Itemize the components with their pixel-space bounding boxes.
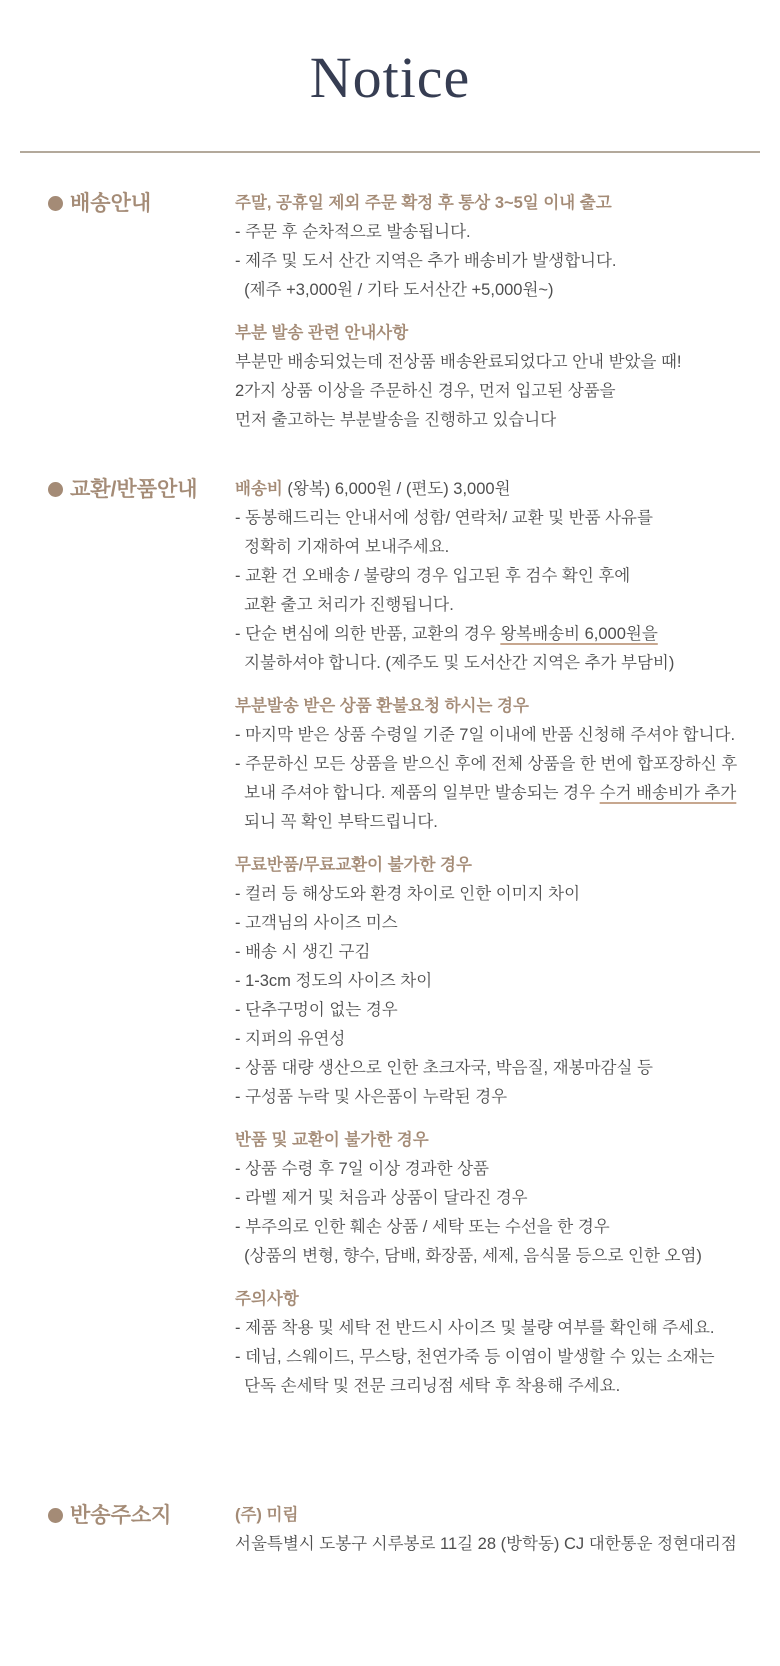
text-segment: - 지퍼의 유연성	[235, 1029, 346, 1048]
notice-line	[235, 779, 770, 808]
notice-line	[235, 909, 770, 938]
notice-line	[235, 1054, 770, 1083]
text-segment: 먼저 출고하는 부분발송을 진행하고 있습니다	[235, 410, 557, 429]
notice-line	[235, 808, 770, 837]
section-return-address	[0, 1501, 780, 1559]
notice-line	[235, 319, 770, 348]
notice-line	[235, 1242, 770, 1271]
text-segment: - 교환 건 오배송 / 불량의 경우 입고된 후 검수 확인 후에	[235, 566, 631, 585]
text-segment: - 데님, 스웨이드, 무스탕, 천연가죽 등 이염이 발생할 수 있는 소재는	[235, 1347, 715, 1366]
accent-heading-text: 주의사항	[235, 1289, 299, 1308]
notice-block	[235, 1285, 770, 1401]
section-label-text: 교환/반품안내	[70, 477, 198, 501]
notice-line	[235, 692, 770, 721]
section-content	[235, 475, 780, 1401]
notice-block	[235, 1126, 770, 1271]
notice-block	[235, 851, 770, 1112]
text-segment: - 배송 시 생긴 구김	[235, 942, 371, 961]
section-label	[48, 189, 235, 218]
text-segment: - 부주의로 인한 훼손 상품 / 세탁 또는 수선을 한 경우	[235, 1217, 610, 1236]
text-segment: - 제품 착용 및 세탁 전 반드시 사이즈 및 불량 여부를 확인해 주세요.	[235, 1318, 715, 1337]
notice-line	[235, 1025, 770, 1054]
notice-line	[235, 504, 770, 533]
section-exchange-return-info	[0, 475, 780, 1401]
text-segment: - 상품 수령 후 7일 이상 경과한 상품	[235, 1159, 489, 1178]
accent-heading-text: 무료반품/무료교환이 불가한 경우	[235, 855, 472, 874]
text-segment: - 단추구멍이 없는 경우	[235, 1000, 398, 1019]
accent-heading-text: 반품 및 교환이 불가한 경우	[235, 1130, 429, 1149]
notice-line	[235, 649, 770, 678]
notice-line	[235, 189, 770, 218]
text-segment: 서울특별시 도봉구 시루봉로 11길 28 (방학동) CJ 대한통운 정현대리점	[235, 1534, 737, 1553]
accent-heading-text: 배송비	[235, 479, 283, 498]
section-label-text: 배송안내	[70, 191, 152, 215]
section-content	[235, 189, 780, 435]
section-content	[235, 1501, 780, 1559]
text-segment: - 주문 후 순차적으로 발송됩니다.	[235, 222, 471, 241]
bullet-icon	[48, 196, 63, 211]
text-segment: (제주 +3,000원 / 기타 도서산간 +5,000원~)	[235, 280, 554, 299]
notice-line	[235, 475, 770, 504]
sections-container	[0, 153, 780, 1559]
notice-line	[235, 247, 770, 276]
text-segment: - 동봉해드리는 안내서에 성함/ 연락처/ 교환 및 반품 사유를	[235, 508, 653, 527]
text-segment: - 상품 대량 생산으로 인한 초크자국, 박음질, 재봉마감실 등	[235, 1058, 653, 1077]
notice-line	[235, 851, 770, 880]
notice-line	[235, 406, 770, 435]
notice-line	[235, 938, 770, 967]
notice-line	[235, 1501, 770, 1530]
text-segment: 교환 출고 처리가 진행됩니다.	[235, 595, 454, 614]
notice-line	[235, 967, 770, 996]
text-segment: 보내 주셔야 합니다. 제품의 일부만 발송되는 경우	[235, 783, 600, 802]
accent-heading-text: 부분 발송 관련 안내사항	[235, 323, 409, 342]
text-segment: 되니 꼭 확인 부탁드립니다.	[235, 812, 438, 831]
section-label	[48, 475, 235, 504]
notice-line	[235, 1213, 770, 1242]
text-segment: (상품의 변형, 향수, 담배, 화장품, 세제, 음식물 등으로 인한 오염)	[235, 1246, 702, 1265]
notice-line	[235, 1285, 770, 1314]
text-segment: 지불하셔야 합니다. (제주도 및 도서산간 지역은 추가 부담비)	[235, 653, 675, 672]
notice-line	[235, 1372, 770, 1401]
text-segment: 단독 손세탁 및 전문 크리닝점 세탁 후 착용해 주세요.	[235, 1376, 621, 1395]
accent-heading-text: 주말, 공휴일 제외 주문 확정 후 통상 3~5일 이내 출고	[235, 193, 612, 212]
page-header	[0, 0, 780, 111]
bullet-icon	[48, 482, 63, 497]
notice-line	[235, 1343, 770, 1372]
notice-line	[235, 276, 770, 305]
page-title: Notice	[309, 45, 471, 110]
notice-line	[235, 348, 770, 377]
section-shipping-info	[0, 189, 780, 435]
notice-block	[235, 1501, 770, 1559]
text-segment: - 컬러 등 해상도와 환경 차이로 인한 이미지 차이	[235, 884, 581, 903]
text-segment: - 라벨 제거 및 처음과 상품이 달라진 경우	[235, 1188, 528, 1207]
notice-line	[235, 880, 770, 909]
notice-line	[235, 996, 770, 1025]
accent-heading-text: (주) 미림	[235, 1505, 299, 1524]
notice-block	[235, 692, 770, 837]
notice-line	[235, 1314, 770, 1343]
text-segment: 정확히 기재하여 보내주세요.	[235, 537, 450, 556]
notice-line	[235, 1083, 770, 1112]
notice-block	[235, 189, 770, 305]
notice-line	[235, 562, 770, 591]
underlined-text: 수거 배송비가 추가	[599, 783, 737, 802]
underlined-text: 왕복배송비 6,000원을	[500, 624, 658, 643]
bullet-icon	[48, 1508, 63, 1523]
text-segment: - 마지막 받은 상품 수령일 기준 7일 이내에 반품 신청해 주셔야 합니다.	[235, 725, 736, 744]
notice-line	[235, 377, 770, 406]
section-label-text: 반송주소지	[70, 1503, 172, 1527]
text-segment: - 단순 변심에 의한 반품, 교환의 경우	[235, 624, 501, 643]
notice-line	[235, 1530, 770, 1559]
text-segment: - 구성품 누락 및 사은품이 누락된 경우	[235, 1087, 508, 1106]
notice-line	[235, 750, 770, 779]
section-label	[48, 1501, 235, 1530]
notice-line	[235, 218, 770, 247]
notice-line	[235, 721, 770, 750]
notice-line	[235, 620, 770, 649]
notice-line	[235, 591, 770, 620]
text-segment: 부분만 배송되었는데 전상품 배송완료되었다고 안내 받았을 때!	[235, 352, 682, 371]
text-segment: - 1-3cm 정도의 사이즈 차이	[235, 971, 433, 990]
notice-line	[235, 1126, 770, 1155]
text-segment: - 고객님의 사이즈 미스	[235, 913, 398, 932]
notice-block	[235, 319, 770, 435]
notice-block	[235, 475, 770, 678]
notice-line	[235, 533, 770, 562]
text-segment: 2가지 상품 이상을 주문하신 경우, 먼저 입고된 상품을	[235, 381, 616, 400]
notice-line	[235, 1155, 770, 1184]
text-segment: - 주문하신 모든 상품을 받으신 후에 전체 상품을 한 번에 합포장하신 후	[235, 754, 738, 773]
text-segment: - 제주 및 도서 산간 지역은 추가 배송비가 발생합니다.	[235, 251, 617, 270]
accent-heading-text: 부분발송 받은 상품 환불요청 하시는 경우	[235, 696, 529, 715]
text-segment: (왕복) 6,000원 / (편도) 3,000원	[282, 479, 511, 498]
notice-line	[235, 1184, 770, 1213]
